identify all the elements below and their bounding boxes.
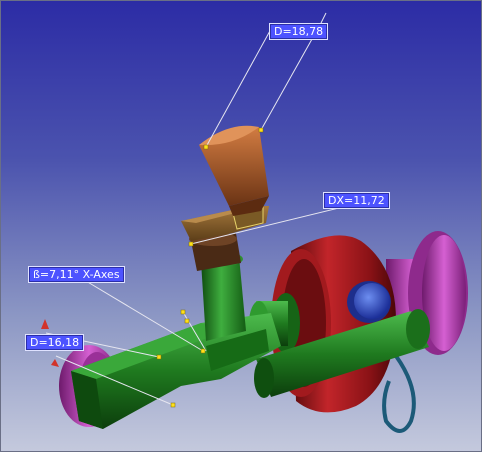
green-housing[interactable] xyxy=(71,313,281,429)
blue-cap[interactable] xyxy=(347,281,391,323)
dimension-label-distance-cup[interactable]: D=18,78 xyxy=(269,23,328,40)
dimension-label-angle[interactable]: ß=7,11° X-Axes xyxy=(28,266,125,283)
brown-cup[interactable] xyxy=(199,126,269,216)
assembly-scene[interactable] xyxy=(1,1,481,451)
dimension-label-distance-wheel[interactable]: D=16,18 xyxy=(25,334,84,351)
cable xyxy=(384,356,414,431)
dimension-label-dx[interactable]: DX=11,72 xyxy=(323,192,390,209)
